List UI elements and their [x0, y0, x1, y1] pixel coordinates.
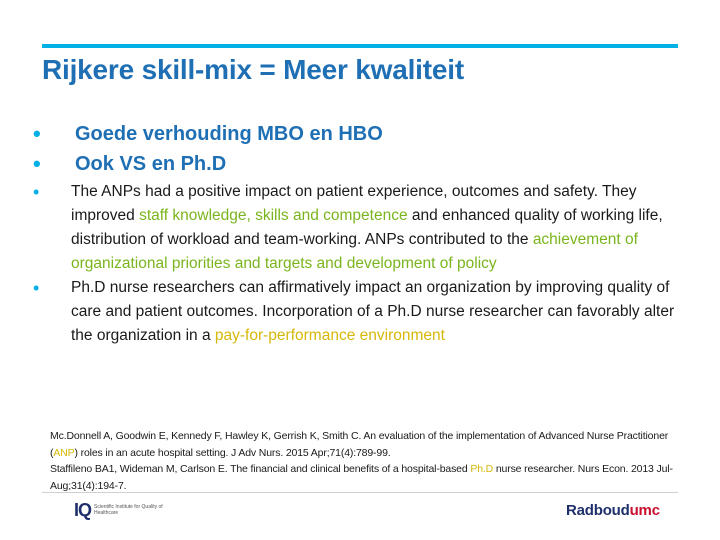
- reference-text: Staffileno BA1, Wideman M, Carlson E. The financial and clinical benefits of a hospital-based: [50, 463, 471, 475]
- bullet-icon: •: [33, 151, 41, 176]
- reference-highlight-phd: Ph.D: [470, 463, 494, 475]
- main-bullet-text: Ook VS en Ph.D: [75, 153, 227, 175]
- iq-logo-subtitle: Scientific Institute for Quality of Healthcare: [94, 504, 163, 516]
- main-bullet-text: Goede verhouding MBO en HBO: [75, 123, 383, 145]
- detail-text: Ph.D nurse researchers can affirmatively impact an organization by improving quality of care and patient outcomes. Incorporation of a Ph.D nurse researcher can favorably alter the organization in a: [71, 279, 675, 344]
- reference-text: Mc.Donnell A, Goodwin E, Kennedy F, Hawley K, Gerrish K, Smith C. An evaluation of the implementation of Advanced Nurse Practitioner (: [50, 430, 669, 459]
- highlight-organizational-priorities: achievement of organizational priorities and targets and development of policy: [71, 231, 638, 272]
- brand-name-part: Radboud: [566, 502, 630, 519]
- detail-text: The ANPs had a positive impact on patient experience, outcomes and safety. They improved: [71, 183, 637, 224]
- top-accent-rule: [42, 44, 678, 48]
- highlight-pay-for-performance: pay-for-performance environment: [214, 327, 445, 344]
- reference-item: [50, 428, 690, 461]
- bullet-icon: •: [33, 121, 41, 146]
- footer-divider: [42, 492, 678, 493]
- main-bullet-list: [33, 119, 383, 179]
- main-bullet-item: [33, 119, 383, 149]
- detail-text: and enhanced quality of working life, distribution of workload and team-working. ANPs contributed to the: [71, 207, 663, 248]
- reference-highlight-anp: ANP: [53, 446, 75, 459]
- detail-bullet-item: [33, 276, 683, 348]
- iq-logo-mark: IQ: [74, 500, 92, 520]
- detail-bullet-list: [33, 180, 683, 348]
- brand-name-part: umc: [629, 502, 660, 519]
- references: [50, 428, 690, 494]
- bullet-icon: •: [33, 182, 40, 202]
- detail-bullet-item: [33, 180, 683, 276]
- highlight-staff-knowledge: staff knowledge, skills and competence: [139, 207, 408, 224]
- slide-title: Rijkere skill-mix = Meer kwaliteit: [42, 54, 464, 85]
- reference-item: [50, 461, 690, 494]
- radboudumc-logo: [566, 502, 660, 519]
- main-bullet-item: [33, 149, 383, 179]
- reference-text: ) roles in an acute hospital setting. J Adv Nurs. 2015 Apr;71(4):789-99.: [74, 446, 391, 459]
- bullet-icon: •: [33, 278, 40, 298]
- reference-text: nurse researcher. Nurs Econ. 2013 Jul-Aug;31(4):194-7.: [50, 463, 673, 492]
- iq-logo: [74, 500, 164, 526]
